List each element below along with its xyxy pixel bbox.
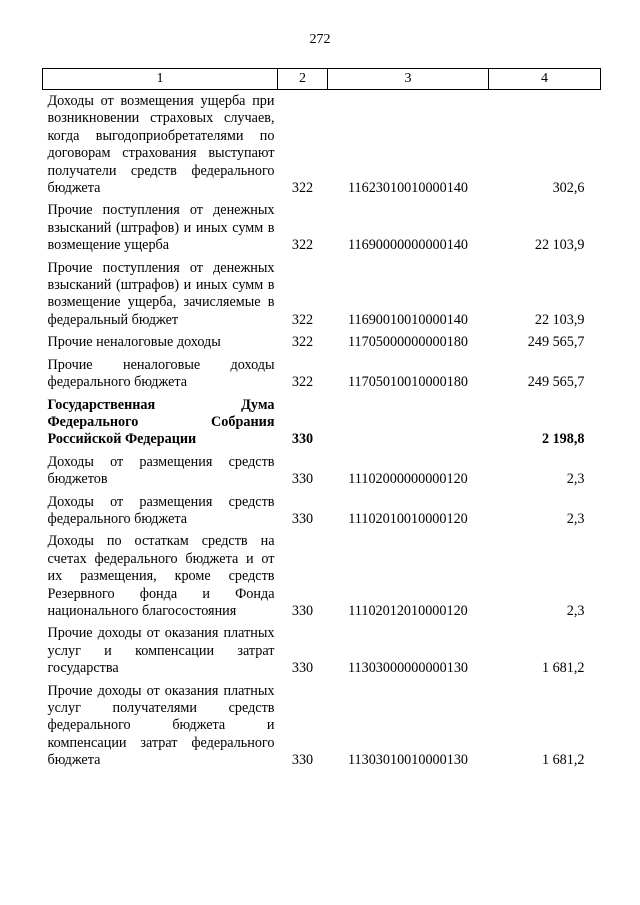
table-row	[43, 197, 601, 254]
amount-value: 2,3	[566, 602, 585, 619]
revenue-name	[43, 449, 278, 489]
table-row	[43, 678, 601, 770]
administrator-code: 322	[291, 180, 314, 197]
revenue-name-text: Прочие поступления от денежных взысканий (штрафов) и иных сумм в возмещение ущерба	[47, 202, 275, 254]
administrator-code: 330	[291, 752, 314, 769]
budget-classification-code: 11102012010000120	[348, 602, 468, 619]
amount-value: 22 103,9	[534, 311, 585, 328]
table-row	[43, 329, 601, 351]
budget-classification-code: 11303000000000130	[347, 660, 469, 677]
revenue-name-text: Прочие неналоговые доходы федерального бюджета	[47, 356, 275, 391]
revenue-name-text: Доходы от возмещения ущерба при возникновении страховых случаев, когда выгодоприобретателями по договорам страхования выступают получатели средств федерального бюджета	[47, 93, 275, 197]
table-body	[43, 90, 601, 770]
revenue-name-text: Доходы от размещения средств бюджетов	[47, 453, 275, 488]
budget-classification-code: 11690010010000140	[347, 311, 469, 328]
table-header	[43, 69, 601, 90]
header-row	[43, 69, 601, 90]
revenue-name	[43, 620, 278, 677]
budget-revenue-table	[42, 68, 601, 770]
table-row	[43, 620, 601, 677]
revenue-name	[43, 489, 278, 529]
revenue-name	[43, 392, 278, 449]
budget-classification-code: 11303010010000130	[347, 752, 469, 769]
table-row	[43, 489, 601, 529]
header-col-2: 2	[278, 69, 328, 90]
administrator-code: 322	[291, 334, 314, 351]
amount-value: 2 198,8	[541, 431, 585, 448]
amount-value: 2,3	[566, 471, 585, 488]
amount-value: 302,6	[552, 180, 585, 197]
amount-value: 1 681,2	[541, 660, 585, 677]
revenue-name	[43, 197, 278, 254]
revenue-name	[43, 678, 278, 770]
table-row	[43, 255, 601, 330]
budget-classification-code: 11705000000000180	[347, 334, 469, 351]
revenue-name-text: Государственная Дума Федерального Собрания Российской Федерации	[47, 396, 275, 448]
header-col-4: 4	[489, 69, 601, 90]
administrator-code: 322	[291, 237, 314, 254]
table-row	[43, 449, 601, 489]
administrator-code: 322	[291, 311, 314, 328]
revenue-name	[43, 352, 278, 392]
administrator-code: 330	[291, 602, 314, 619]
administrator-code: 330	[291, 510, 314, 527]
amount-value: 22 103,9	[534, 237, 585, 254]
header-col-3: 3	[328, 69, 489, 90]
administrator-code: 330	[291, 431, 314, 448]
amount-value: 249 565,7	[527, 374, 585, 391]
revenue-name-text: Доходы по остаткам средств на счетах федерального бюджета и от их размещения, кроме средств Резервного фонда и Фонда национального благосостояния	[47, 533, 275, 619]
revenue-name-text: Прочие неналоговые доходы	[47, 334, 221, 351]
table-row	[43, 392, 601, 449]
administrator-code: 322	[291, 374, 314, 391]
table-row	[43, 352, 601, 392]
table-row	[43, 90, 601, 198]
revenue-name-text: Прочие доходы от оказания платных услуг и компенсации затрат государства	[47, 625, 275, 677]
table-row	[43, 528, 601, 620]
budget-classification-code: 11102010010000120	[348, 510, 468, 527]
amount-value: 2,3	[566, 510, 585, 527]
revenue-name	[43, 528, 278, 620]
administrator-code: 330	[291, 471, 314, 488]
budget-classification-code	[328, 392, 489, 449]
administrator-code: 330	[291, 660, 314, 677]
revenue-name	[43, 329, 278, 351]
header-col-1: 1	[43, 69, 278, 90]
budget-classification-code: 11623010010000140	[347, 180, 469, 197]
revenue-name	[43, 90, 278, 198]
amount-value: 1 681,2	[541, 752, 585, 769]
revenue-name	[43, 255, 278, 330]
budget-classification-code: 11102000000000120	[348, 471, 468, 488]
budget-classification-code: 11690000000000140	[347, 237, 469, 254]
revenue-name-text: Прочие поступления от денежных взысканий (штрафов) и иных сумм в возмещение ущерба, зачисляемые в федеральный бюджет	[47, 259, 275, 328]
amount-value: 249 565,7	[527, 334, 585, 351]
revenue-name-text: Прочие доходы от оказания платных услуг получателями средств федерального бюджета и компенсации затрат федерального бюджета	[47, 682, 275, 769]
revenue-name-text: Доходы от размещения средств федерального бюджета	[47, 493, 275, 527]
page-number: 272	[309, 32, 331, 47]
budget-classification-code: 11705010010000180	[347, 374, 469, 391]
